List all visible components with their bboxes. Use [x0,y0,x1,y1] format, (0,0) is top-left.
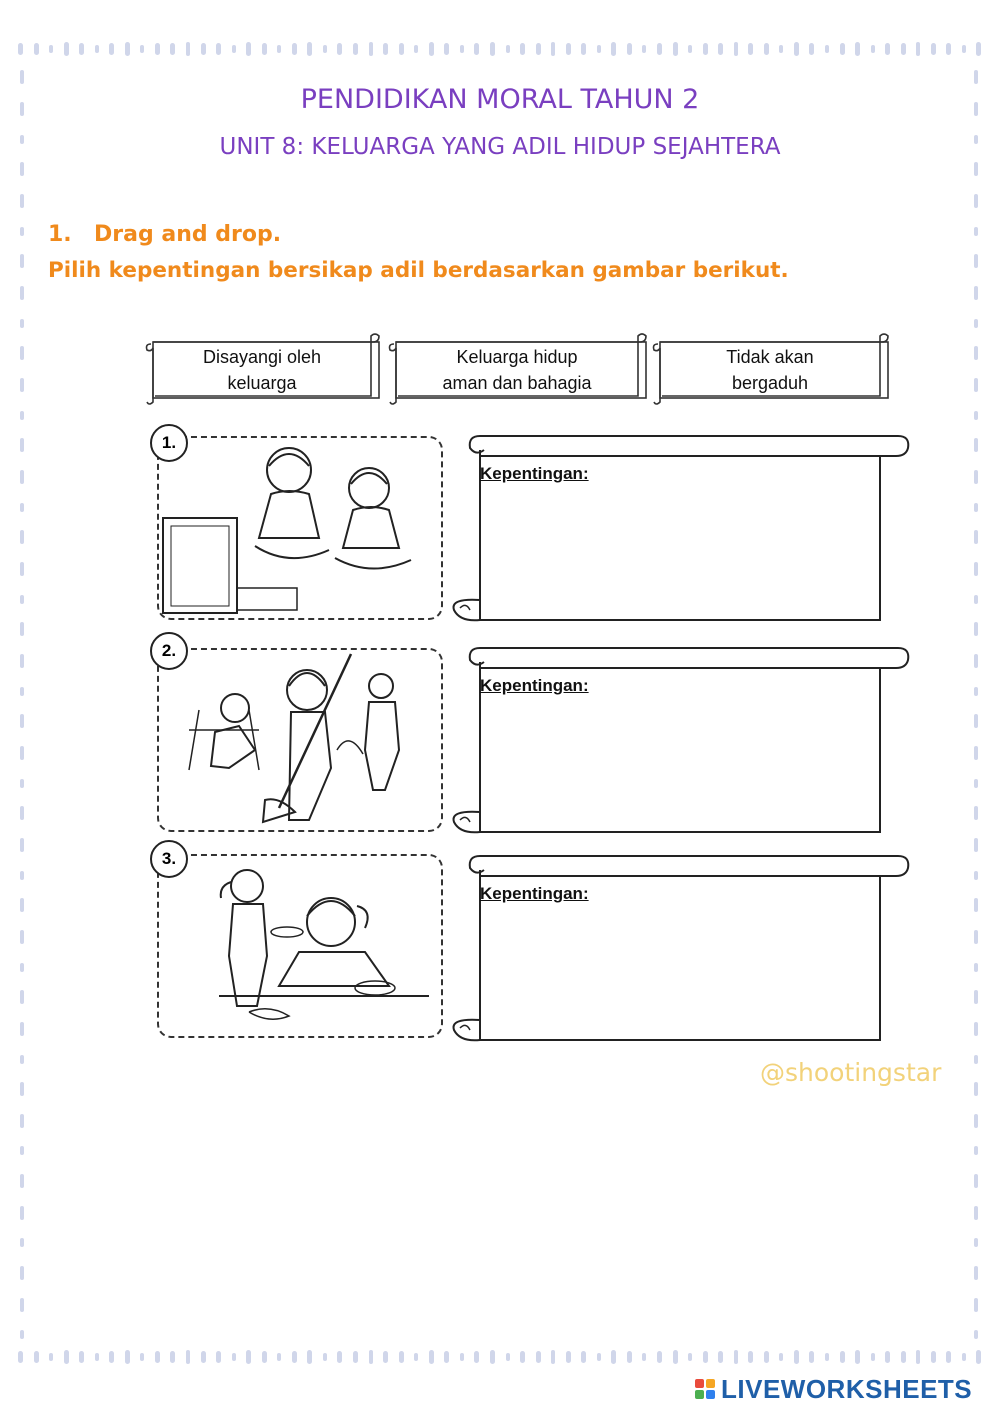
border-dot [49,1353,53,1361]
border-dot [246,42,251,56]
author-watermark: @shootingstar [760,1058,942,1087]
border-dot [551,1350,555,1364]
border-dot [974,898,978,912]
border-dot [20,319,24,328]
border-dot [581,43,586,55]
border-dot [216,1351,221,1363]
logo-square [695,1379,704,1388]
border-dot [20,898,24,912]
border-dot [974,227,978,236]
footer-brand[interactable] [695,1374,972,1404]
border-dot [20,346,24,360]
border-dot [20,1082,24,1096]
border-dot [20,714,24,728]
question-instruction: Drag and drop. [94,222,282,247]
border-dot [627,43,632,55]
border-dot [170,1351,175,1363]
border-dot [20,1206,24,1220]
border-dot [673,1350,678,1364]
border-dot [974,1266,978,1280]
border-dot [474,1351,479,1363]
border-dot [20,1022,24,1036]
border-dot [20,1330,24,1339]
border-dot [201,1351,206,1363]
border-dot [414,1353,418,1361]
border-dot [809,43,814,55]
border-dot [307,1350,312,1364]
answer-box-2 [440,642,912,842]
border-dot [974,1206,978,1220]
border-dot [64,1350,69,1364]
border-dot [825,45,829,53]
border-dot [974,319,978,328]
question-prompt: Pilih kepentingan bersikap adil berdasarkan gambar berikut. [48,258,789,283]
border-dot [506,1353,510,1361]
border-dot [520,43,525,55]
border-dot [20,254,24,268]
border-dot [734,1350,738,1364]
border-dot [95,45,99,53]
border-dot [20,746,24,760]
border-dot [974,194,978,208]
drag-option-2[interactable] [386,330,648,406]
border-dot [20,871,24,880]
border-dot [974,503,978,512]
border-dot [551,42,555,56]
border-dot [974,1055,978,1064]
border-dot [20,1298,24,1312]
border-dot [946,1351,951,1363]
border-dot [20,411,24,420]
border-dot [840,1351,845,1363]
kepentingan-label: Kepentingan: [480,464,589,483]
border-dot [566,1351,571,1363]
border-dot [581,1351,586,1363]
drag-option-1[interactable] [143,330,381,406]
drag-option-line: Tidak akan [726,347,814,367]
logo-square [706,1390,715,1399]
border-dot [974,963,978,972]
drag-option-line: keluarga [227,373,297,393]
border-dot [429,1350,434,1364]
border-dot [337,43,342,55]
right-dotted-border [972,70,980,1340]
border-dot [974,254,978,268]
border-dot [323,45,327,53]
border-dot [155,43,160,55]
border-dot [734,42,738,56]
question-heading [48,222,281,247]
border-dot [460,1353,464,1361]
border-dot [974,746,978,760]
question-number: 1. [48,222,72,247]
girls-tidying-table-illustration-icon [159,856,441,1036]
border-dot [109,43,114,55]
border-dot [840,43,845,55]
border-dot [931,1351,936,1363]
border-dot [974,562,978,576]
answer-box-1 [440,430,912,630]
border-dot [885,43,890,55]
border-dot [125,1350,130,1364]
unit-subtitle: UNIT 8: KELUARGA YANG ADIL HIDUP SEJAHTERA [219,134,781,160]
border-dot [353,43,358,55]
border-dot [18,43,23,55]
border-dot [974,990,978,1004]
border-dot [974,595,978,604]
border-dot [974,1238,978,1247]
border-dot [20,470,24,484]
border-dot [20,1238,24,1247]
border-dot [232,45,236,53]
border-dot [307,42,312,56]
border-dot [429,42,434,56]
border-dot [20,162,24,176]
border-dot [383,1351,388,1363]
border-dot [825,1353,829,1361]
liveworksheets-logo-icon [695,1379,715,1399]
border-dot [974,1330,978,1339]
border-dot [962,45,966,53]
border-dot [20,622,24,636]
answer-box-3 [440,850,912,1050]
border-dot [974,622,978,636]
border-dot [337,1351,342,1363]
border-dot [20,654,24,668]
border-dot [974,1174,978,1188]
border-dot [611,42,616,56]
kepentingan-label: Kepentingan: [480,884,589,903]
border-dot [20,595,24,604]
border-dot [974,378,978,392]
border-dot [292,1351,297,1363]
border-dot [155,1351,160,1363]
border-dot [490,1350,495,1364]
drag-option-text [153,344,371,396]
border-dot [520,1351,525,1363]
border-dot [974,1114,978,1128]
border-dot [794,42,799,56]
border-dot [974,930,978,944]
border-dot [140,45,144,53]
border-dot [974,286,978,300]
border-dot [369,1350,373,1364]
border-dot [779,1353,783,1361]
border-dot [20,503,24,512]
border-dot [399,43,404,55]
border-dot [125,42,130,56]
border-dot [871,45,875,53]
border-dot [901,43,906,55]
border-dot [460,45,464,53]
border-dot [34,43,39,55]
border-dot [779,45,783,53]
border-dot [974,1022,978,1036]
border-dot [718,43,723,55]
border-dot [974,530,978,544]
border-dot [974,162,978,176]
border-dot [20,194,24,208]
border-dot [20,1114,24,1128]
border-dot [901,1351,906,1363]
border-dot [916,42,920,56]
border-dot [170,43,175,55]
border-dot [976,42,981,56]
border-dot [974,411,978,420]
border-dot [974,346,978,360]
border-dot [974,470,978,484]
left-dotted-border [18,70,26,1340]
border-dot [673,42,678,56]
border-dot [20,930,24,944]
border-dot [855,42,860,56]
border-dot [20,687,24,696]
border-dot [974,779,978,788]
border-dot [414,45,418,53]
border-dot [974,70,978,84]
page-title: PENDIDIKAN MORAL TAHUN 2 [300,84,700,115]
border-dot [262,1351,267,1363]
border-dot [277,45,281,53]
border-dot [885,1351,890,1363]
border-dot [597,45,601,53]
border-dot [20,1146,24,1155]
border-dot [657,43,662,55]
kepentingan-label: Kepentingan: [480,676,589,695]
border-dot [974,654,978,668]
border-dot [201,43,206,55]
border-dot [20,562,24,576]
border-dot [369,42,373,56]
border-dot [292,43,297,55]
border-dot [277,1353,281,1361]
border-dot [855,1350,860,1364]
border-dot [974,806,978,820]
border-dot [444,43,449,55]
border-dot [246,1350,251,1364]
border-dot [974,1298,978,1312]
drag-option-text [660,344,880,396]
item-number-badge: 3. [150,840,188,878]
picture-3 [157,854,443,1038]
border-dot [931,43,936,55]
logo-square [695,1390,704,1399]
drag-option-line: Keluarga hidup [456,347,578,367]
border-dot [703,1351,708,1363]
border-dot [20,806,24,820]
border-dot [20,779,24,788]
border-dot [611,1350,616,1364]
border-dot [871,1353,875,1361]
border-dot [109,1351,114,1363]
border-dot [95,1353,99,1361]
item-number-badge: 2. [150,632,188,670]
border-dot [20,990,24,1004]
border-dot [49,45,53,53]
border-dot [20,530,24,544]
border-dot [20,963,24,972]
drag-option-text [396,344,638,396]
border-dot [474,43,479,55]
border-dot [794,1350,799,1364]
border-dot [140,1353,144,1361]
border-dot [262,43,267,55]
border-dot [688,45,692,53]
border-dot [916,1350,920,1364]
children-gaming-illustration-icon [159,438,441,618]
border-dot [232,1353,236,1361]
border-dot [34,1351,39,1363]
border-dot [627,1351,632,1363]
border-dot [20,378,24,392]
border-dot [79,43,84,55]
border-dot [216,43,221,55]
border-dot [20,1266,24,1280]
border-dot [718,1351,723,1363]
border-dot [642,45,646,53]
top-dotted-border [18,42,982,56]
picture-2 [157,648,443,832]
drop-zone-2[interactable] [476,704,876,814]
border-dot [946,43,951,55]
drag-option-line: aman dan bahagia [442,373,592,393]
drop-zone-3[interactable] [476,912,876,1022]
border-dot [809,1351,814,1363]
border-dot [688,1353,692,1361]
picture-1 [157,436,443,620]
border-dot [20,1055,24,1064]
border-dot [536,43,541,55]
border-dot [323,1353,327,1361]
drag-option-3[interactable] [650,330,890,406]
drag-option-line: Disayangi oleh [202,347,322,367]
border-dot [657,1351,662,1363]
border-dot [20,70,24,84]
border-dot [353,1351,358,1363]
border-dot [764,43,769,55]
border-dot [506,45,510,53]
border-dot [20,227,24,236]
border-dot [974,1146,978,1155]
border-dot [566,43,571,55]
border-dot [974,871,978,880]
border-dot [764,1351,769,1363]
border-dot [20,438,24,452]
border-dot [79,1351,84,1363]
logo-square [706,1379,715,1388]
drop-zone-1[interactable] [476,492,876,602]
border-dot [976,1350,981,1364]
brand-name: LIVEWORKSHEETS [721,1373,973,1404]
border-dot [20,838,24,852]
border-dot [383,43,388,55]
border-dot [20,286,24,300]
drag-option-line: bergaduh [731,373,809,393]
border-dot [536,1351,541,1363]
item-number-badge: 1. [150,424,188,462]
family-cleaning-illustration-icon [159,650,441,830]
border-dot [974,714,978,728]
border-dot [748,43,753,55]
border-dot [64,42,69,56]
border-dot [962,1353,966,1361]
border-dot [597,1353,601,1361]
border-dot [186,42,190,56]
border-dot [974,687,978,696]
border-dot [748,1351,753,1363]
border-dot [186,1350,190,1364]
border-dot [444,1351,449,1363]
border-dot [974,1082,978,1096]
border-dot [18,1351,23,1363]
border-dot [399,1351,404,1363]
border-dot [974,838,978,852]
border-dot [20,1174,24,1188]
border-dot [703,43,708,55]
border-dot [642,1353,646,1361]
border-dot [974,438,978,452]
bottom-dotted-border [18,1350,982,1364]
border-dot [490,42,495,56]
